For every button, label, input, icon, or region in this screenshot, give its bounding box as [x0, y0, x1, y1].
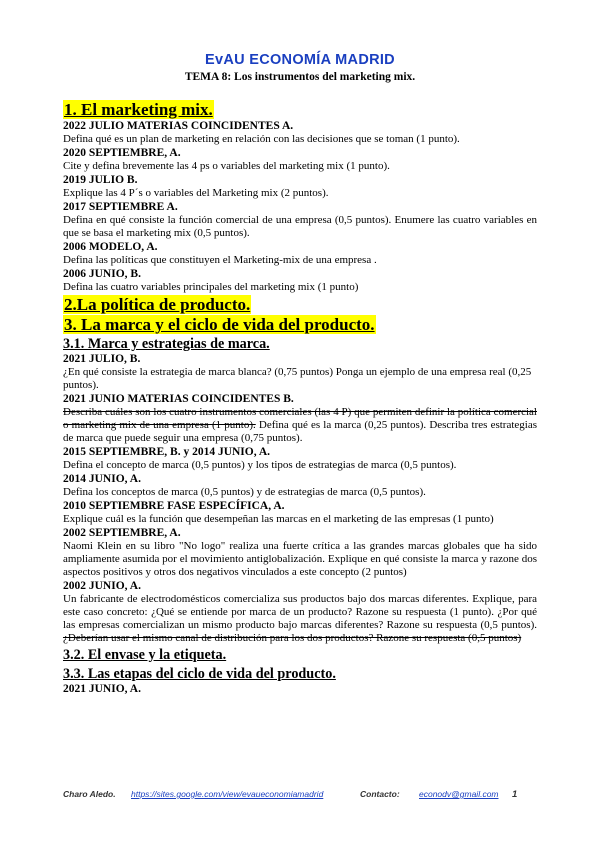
exam-label: 2020 SEPTIEMBRE, A.: [63, 147, 181, 159]
page-number: 1: [512, 789, 518, 800]
question-text: Describa cuáles son los cuatro instrumentos comerciales (las 4 P) que permiten definir la política comercial o marketing mix de una empresa (1 punto). Defina qué es la marca (0,25 puntos). Describa tres estrategias de marca que puede seguir una empresa (0,75 puntos).: [63, 406, 537, 444]
exam-label: 2022 JULIO MATERIAS COINCIDENTES A.: [63, 120, 294, 132]
exam-label: 2019 JULIO B.: [63, 174, 138, 186]
exam-label: 2015 SEPTIEMBRE, B. y 2014 JUNIO, A.: [63, 446, 271, 458]
exam-label: 2021 JULIO, B.: [63, 353, 141, 365]
footer-email-link[interactable]: econodv@gmail.com: [419, 789, 499, 799]
question-text: Explique cuál es la función que desempeñan las marcas en el marketing de las empresas (1 punto): [63, 513, 494, 525]
question-text: Cite y defina brevemente las 4 ps o variables del marketing mix (1 punto).: [63, 160, 390, 172]
exam-label: 2014 JUNIO, A.: [63, 473, 141, 485]
section-2-heading: 2.La política de producto.: [64, 295, 251, 314]
subsection-3-3-heading: 3.3. Las etapas del ciclo de vida del producto.: [63, 666, 336, 682]
subsection-3-2-heading: 3.2. El envase y la etiqueta.: [63, 647, 227, 663]
exam-label: 2021 JUNIO, A.: [63, 683, 141, 695]
exam-label: 2017 SEPTIEMBRE A.: [63, 201, 178, 213]
question-text: Defina los conceptos de marca (0,5 puntos) y de estrategias de marca (0,5 puntos).: [63, 486, 426, 498]
section-3-heading: 3. La marca y el ciclo de vida del producto.: [64, 315, 375, 334]
question-text: Defina las cuatro variables principales del marketing mix (1 punto): [63, 281, 359, 293]
document-subtitle: TEMA 8: Los instrumentos del marketing mix.: [184, 71, 416, 83]
subsection-3-1-heading: 3.1. Marca y estrategias de marca.: [63, 336, 270, 352]
exam-label: 2002 SEPTIEMBRE, A.: [63, 527, 181, 539]
question-text: Explique las 4 P´s o variables del Marketing mix (2 puntos).: [63, 187, 329, 199]
footer-contact-label: Contacto:: [360, 789, 400, 799]
document-title: EvAU ECONOMÍA MADRID: [205, 52, 395, 68]
question-text: Naomi Klein en su libro "No logo" realiza una fuerte crítica a las grandes marcas globales que ha sido ampliamente asumida por el movimiento antiglobalización. Explique en qué consiste la marca y razone dos aspectos positivos y otros dos negativos vinculados a este concepto (2 puntos): [63, 540, 537, 578]
content: [63, 100, 537, 696]
question-text: ¿En qué consiste la estrategia de marca blanca? (0,75 puntos) Ponga un ejemplo de una empresa real (0,25 puntos).: [63, 366, 532, 391]
struck-text: Describa cuáles son los cuatro instrumentos comerciales (las 4 P) que permiten definir la política comercial o marketing mix de una empresa (1 punto).: [63, 406, 537, 431]
exam-label: 2021 JUNIO MATERIAS COINCIDENTES B.: [63, 393, 294, 405]
footer-author: Charo Aledo.: [63, 789, 116, 799]
question-text: Defina en qué consiste la función comercial de una empresa (0,5 puntos). Enumere las cuatro variables en que se basa el marketing mix (0,5 puntos).: [63, 214, 537, 239]
page-footer: [63, 789, 537, 803]
question-text: Defina el concepto de marca (0,5 puntos) y los tipos de estrategias de marca (0,5 puntos).: [63, 459, 457, 471]
exam-label: 2010 SEPTIEMBRE FASE ESPECÍFICA, A.: [63, 500, 285, 512]
question-text: Defina qué es un plan de marketing en relación con las decisiones que se toman (1 punto).: [63, 133, 460, 145]
question-text: Defina las políticas que constituyen el Marketing-mix de una empresa .: [63, 254, 377, 266]
exam-label: 2006 MODELO, A.: [63, 241, 158, 253]
footer-site-link[interactable]: https://sites.google.com/view/evaueconomiamadrid: [131, 789, 324, 799]
struck-text: ¿Deberían usar el mismo canal de distribución para los dos productos? Razone su respuesta (0,5 puntos): [63, 632, 522, 644]
exam-label: 2006 JUNIO, B.: [63, 268, 141, 280]
section-1-heading: 1. El marketing mix.: [64, 100, 213, 119]
question-text: Un fabricante de electrodomésticos comercializa sus productos bajo dos marcas diferentes. Explique, para este caso concreto: ¿Qué se entiende por marca de un producto? Razone su respuesta (1 punto). ¿Por qué las empresas comercializan un mismo producto bajo marcas diferentes? Razone su respuesta (0,5 puntos). ¿Deberían usar el mismo canal de distribución para los dos productos? Razone su respuesta (0,5 puntos): [63, 593, 537, 644]
exam-label: 2002 JUNIO, A.: [63, 580, 141, 592]
